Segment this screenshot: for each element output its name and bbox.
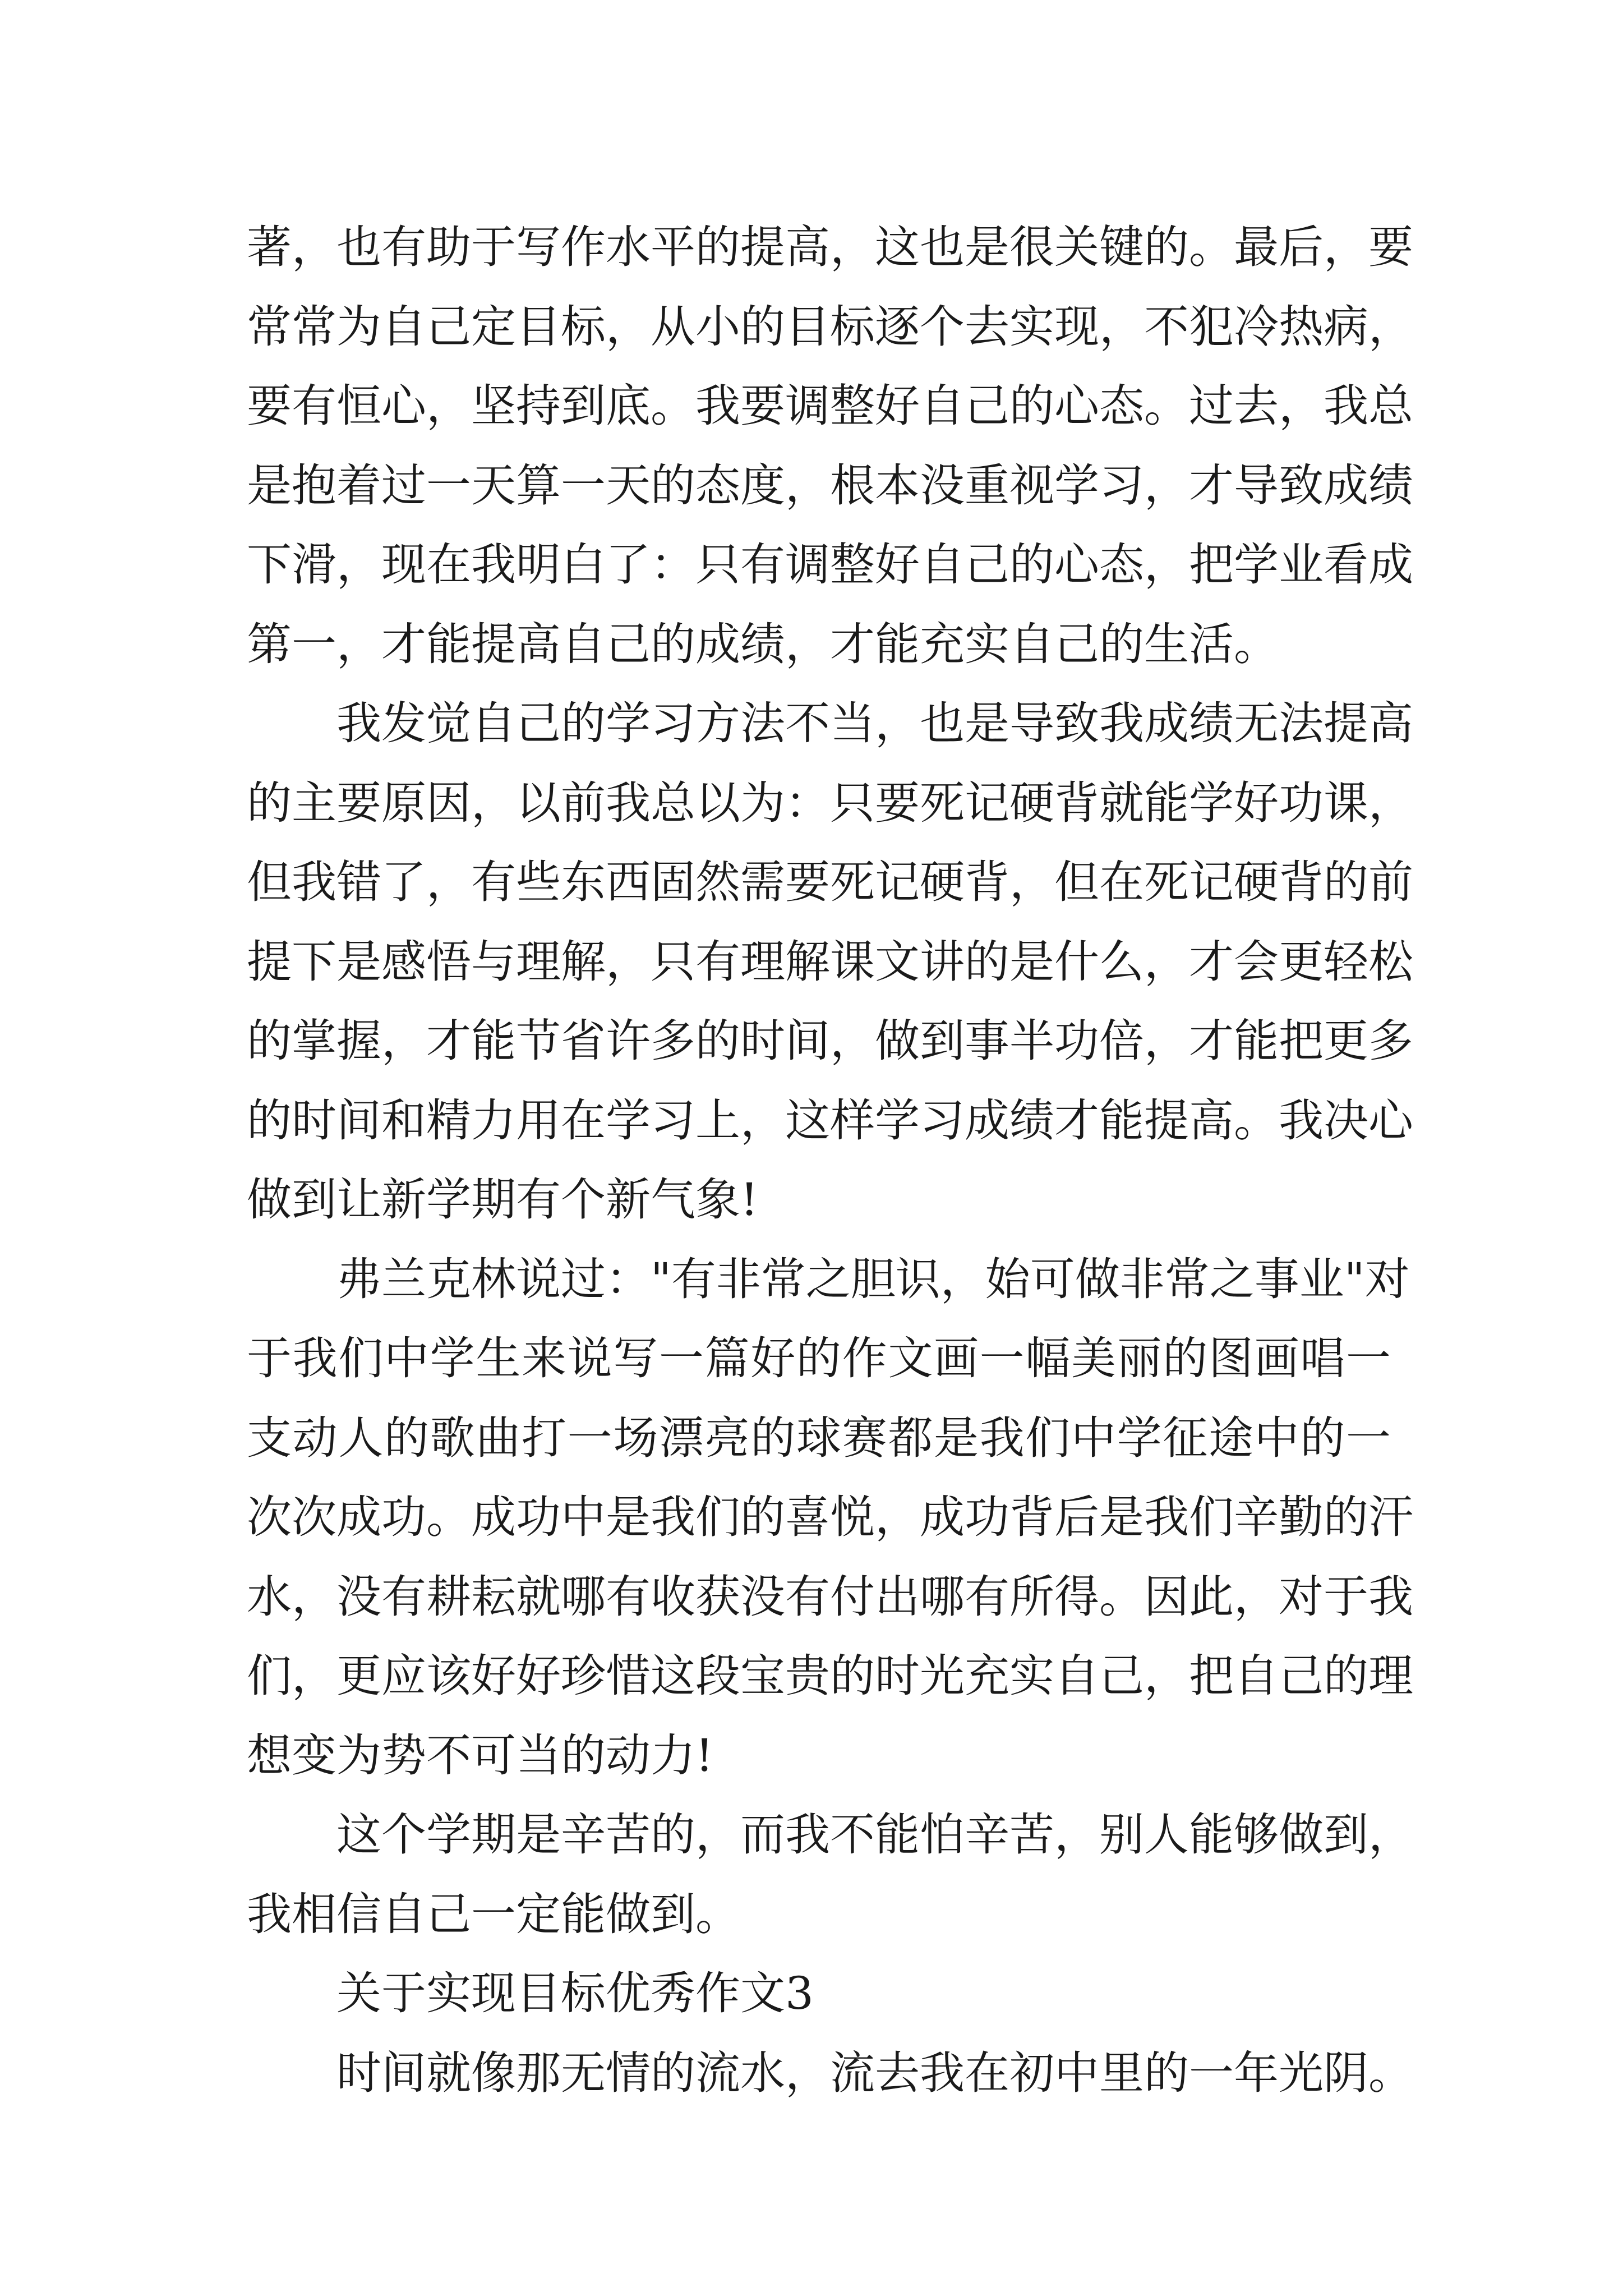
text-line: 但我错了，有些东西固然需要死记硬背，但在死记硬背的前 (247, 856, 1413, 908)
text-line: 的时间和精力用在学习上，这样学习成绩才能提高。我决心 (247, 1094, 1413, 1147)
text-line: 我相信自己一定能做到。 (247, 1888, 740, 1940)
text-line: 支动人的歌曲打一场漂亮的球赛都是我们中学征途中的一 (247, 1411, 1391, 1464)
text-line: 要有恒心，坚持到底。我要调整好自己的心态。过去，我总 (247, 380, 1413, 432)
text-line: 第一，才能提高自己的成绩，才能充实自己的生活。 (247, 618, 1279, 670)
text-line: 的主要原因，以前我总以为：只要死记硬背就能学好功课， (247, 776, 1413, 829)
text-line: 于我们中学生来说写一篇好的作文画一幅美丽的图画唱一 (247, 1332, 1391, 1384)
paragraph-first-line: 我发觉自己的学习方法不当，也是导致我成绩无法提高 (336, 697, 1413, 749)
paragraph-first-line: 时间就像那无情的流水，流去我在初中里的一年光阴。 (336, 2046, 1413, 2099)
text-line: 下滑，现在我明白了：只有调整好自己的心态，把学业看成 (247, 539, 1413, 591)
text-line: 的掌握，才能节省许多的时间，做到事半功倍，才能把更多 (247, 1015, 1413, 1067)
text-line: 水，没有耕耘就哪有收获没有付出哪有所得。因此，对于我 (247, 1570, 1413, 1623)
document-body (247, 208, 1413, 2113)
paragraph-first-line: 弗兰克林说过："有非常之胆识，始可做非常之事业"对 (336, 1253, 1410, 1305)
text-line: 著，也有助于写作水平的提高，这也是很关键的。最后，要 (247, 221, 1413, 273)
text-line: 们，更应该好好珍惜这段宝贵的时光充实自己，把自己的理 (247, 1650, 1413, 1702)
text-line: 想变为势不可当的动力! (247, 1729, 714, 1782)
paragraph-first-line: 这个学期是辛苦的，而我不能怕辛苦，别人能够做到， (336, 1809, 1413, 1861)
text-line: 做到让新学期有个新气象! (247, 1174, 759, 1226)
text-line: 常常为自己定目标，从小的目标逐个去实现，不犯冷热病， (247, 300, 1413, 353)
text-line: 提下是感悟与理解，只有理解课文讲的是什么，才会更轻松 (247, 935, 1413, 988)
section-heading: 关于实现目标优秀作文3 (336, 1967, 814, 2019)
text-line: 次次成功。成功中是我们的喜悦，成功背后是我们辛勤的汗 (247, 1491, 1413, 1543)
text-line: 是抱着过一天算一天的态度，根本没重视学习，才导致成绩 (247, 459, 1413, 512)
